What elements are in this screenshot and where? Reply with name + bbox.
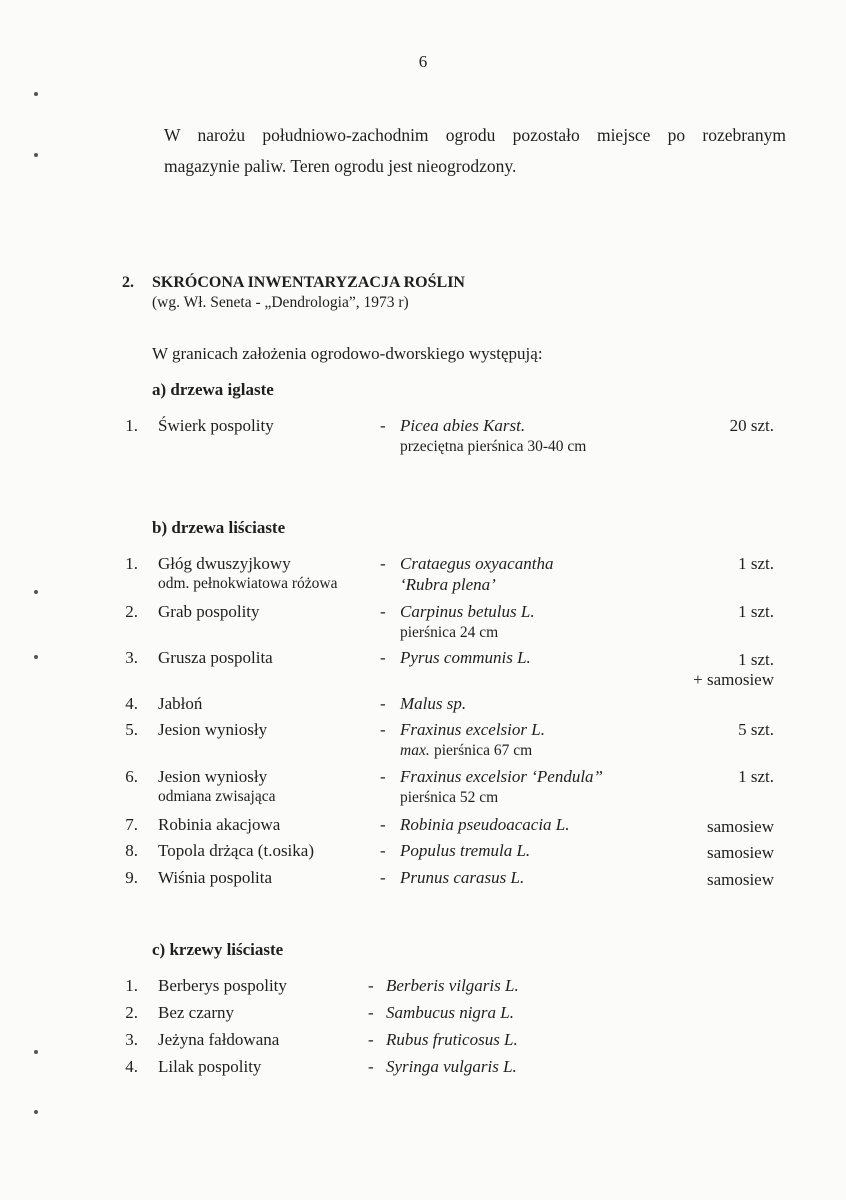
item-name: Wiśnia pospolita (158, 868, 273, 887)
list-item (0, 1030, 846, 1054)
list-item (0, 694, 846, 718)
item-dash: - (368, 1030, 374, 1049)
item-note: przeciętna pierśnica 30-40 cm (400, 438, 587, 455)
item-latin-name: Robinia pseudoacacia L. (400, 815, 570, 834)
item-quantity: 1 szt. (738, 602, 774, 621)
section-intro: W granicach założenia ogrodowo-dworskiego występują: (152, 344, 543, 363)
item-number: 4. (125, 1057, 138, 1076)
item-number: 3. (125, 648, 138, 667)
item-latin-name: Prunus carasus L. (400, 868, 525, 887)
item-number: 1. (125, 976, 138, 995)
item-latin-name: Fraxinus excelsior L. (400, 720, 545, 739)
item-latin-cultivar: ‘Rubra plena’ (400, 575, 496, 594)
item-dash: - (380, 602, 386, 621)
item-latin-name: Picea abies Karst. (400, 416, 526, 435)
item-dash: - (380, 694, 386, 713)
item-note: pierśnica 24 cm (400, 624, 499, 641)
item-name: Świerk pospolity (158, 416, 274, 435)
item-dash: - (380, 720, 386, 739)
item-latin-name: Crataegus oxyacantha (400, 554, 554, 573)
item-latin-name: Fraxinus excelsior ‘Pendula” (400, 767, 604, 786)
item-dash: - (368, 1057, 374, 1076)
item-number: 4. (125, 694, 138, 713)
category-heading: b) drzewa liściaste (152, 518, 286, 537)
item-name: Berberys pospolity (158, 976, 287, 995)
item-quantity: 5 szt. (738, 720, 774, 739)
item-name: Głóg dwuszyjkowy (158, 554, 291, 573)
list-item (0, 767, 846, 807)
item-dash: - (380, 648, 386, 667)
list-item (0, 554, 846, 594)
item-dash: - (380, 416, 386, 435)
item-latin-name: Syringa vulgaris L. (386, 1057, 517, 1076)
category-heading: c) krzewy liściaste (152, 940, 284, 959)
item-number: 3. (125, 1030, 138, 1049)
item-number: 6. (125, 767, 138, 786)
item-quantity-extra: + samosiew (693, 670, 774, 689)
item-name: Grusza pospolita (158, 648, 273, 667)
item-name: Bez czarny (158, 1003, 234, 1022)
item-latin-name: Populus tremula L. (400, 841, 531, 860)
section-title: SKRÓCONA INWENTARYZACJA ROŚLIN (152, 274, 465, 291)
item-dash: - (380, 767, 386, 786)
scan-speck (34, 153, 38, 157)
item-dash: - (380, 868, 386, 887)
item-quantity: 20 szt. (729, 416, 774, 435)
list-item (0, 868, 846, 892)
item-name: Grab pospolity (158, 602, 260, 621)
item-quantity: samosiew (706, 843, 774, 862)
scan-speck (34, 92, 38, 96)
item-latin-name: Carpinus betulus L. (400, 602, 535, 621)
item-latin-name: Rubus fruticosus L. (386, 1030, 518, 1049)
item-note: pierśnica 67 cm (434, 742, 533, 759)
item-dash: - (380, 815, 386, 834)
item-name: Robinia akacjowa (158, 815, 281, 834)
list-item (0, 720, 846, 760)
list-item (0, 815, 846, 839)
item-dash: - (380, 841, 386, 860)
item-note: pierśnica 52 cm (400, 789, 499, 806)
item-number: 2. (125, 602, 138, 621)
item-quantity: samosiew (706, 870, 774, 889)
category-heading: a) drzewa iglaste (152, 380, 274, 399)
item-dash: - (380, 554, 386, 573)
list-item (0, 841, 846, 865)
item-number: 1. (125, 554, 138, 573)
item-quantity: 1 szt. (738, 650, 774, 669)
item-name: Topola drżąca (t.osika) (158, 841, 314, 860)
item-number: 7. (125, 815, 138, 834)
list-item (0, 602, 846, 642)
item-name-detail: odmiana zwisająca (158, 788, 276, 805)
item-name: Jesion wyniosły (158, 720, 268, 739)
page-number: 6 (418, 52, 428, 71)
item-name: Jesion wyniosły (158, 767, 268, 786)
item-number: 5. (125, 720, 138, 739)
item-dash: - (368, 976, 374, 995)
item-number: 9. (125, 868, 138, 887)
section-subtitle: (wg. Wł. Seneta - „Dendrologia”, 1973 r) (152, 294, 409, 311)
paragraph-line: W narożu południowo-zachodnim ogrodu pozostało miejsce po rozebranym (164, 125, 786, 145)
item-name-detail: odm. pełnokwiatowa różowa (158, 575, 338, 592)
scan-speck (34, 1110, 38, 1114)
list-item (0, 976, 846, 1000)
item-dash: - (368, 1003, 374, 1022)
item-name: Jeżyna fałdowana (158, 1030, 280, 1049)
item-quantity: 1 szt. (738, 767, 774, 786)
item-note-prefix: max. (400, 742, 430, 759)
item-number: 1. (125, 416, 138, 435)
item-quantity: 1 szt. (738, 554, 774, 573)
item-name: Jabłoń (158, 694, 203, 713)
list-item (0, 1057, 846, 1081)
list-item (0, 1003, 846, 1027)
item-latin-name: Malus sp. (400, 694, 467, 713)
item-number: 2. (125, 1003, 138, 1022)
list-item (0, 648, 846, 688)
item-name: Lilak pospolity (158, 1057, 262, 1076)
item-latin-name: Sambucus nigra L. (386, 1003, 514, 1022)
item-latin-name: Pyrus communis L. (400, 648, 531, 667)
item-number: 8. (125, 841, 138, 860)
paragraph-line: magazynie paliw. Teren ogrodu jest nieogrodzony. (164, 156, 517, 176)
item-quantity: samosiew (706, 817, 774, 836)
list-item (0, 416, 846, 456)
item-latin-name: Berberis vilgaris L. (386, 976, 519, 995)
section-number: 2. (122, 274, 134, 291)
